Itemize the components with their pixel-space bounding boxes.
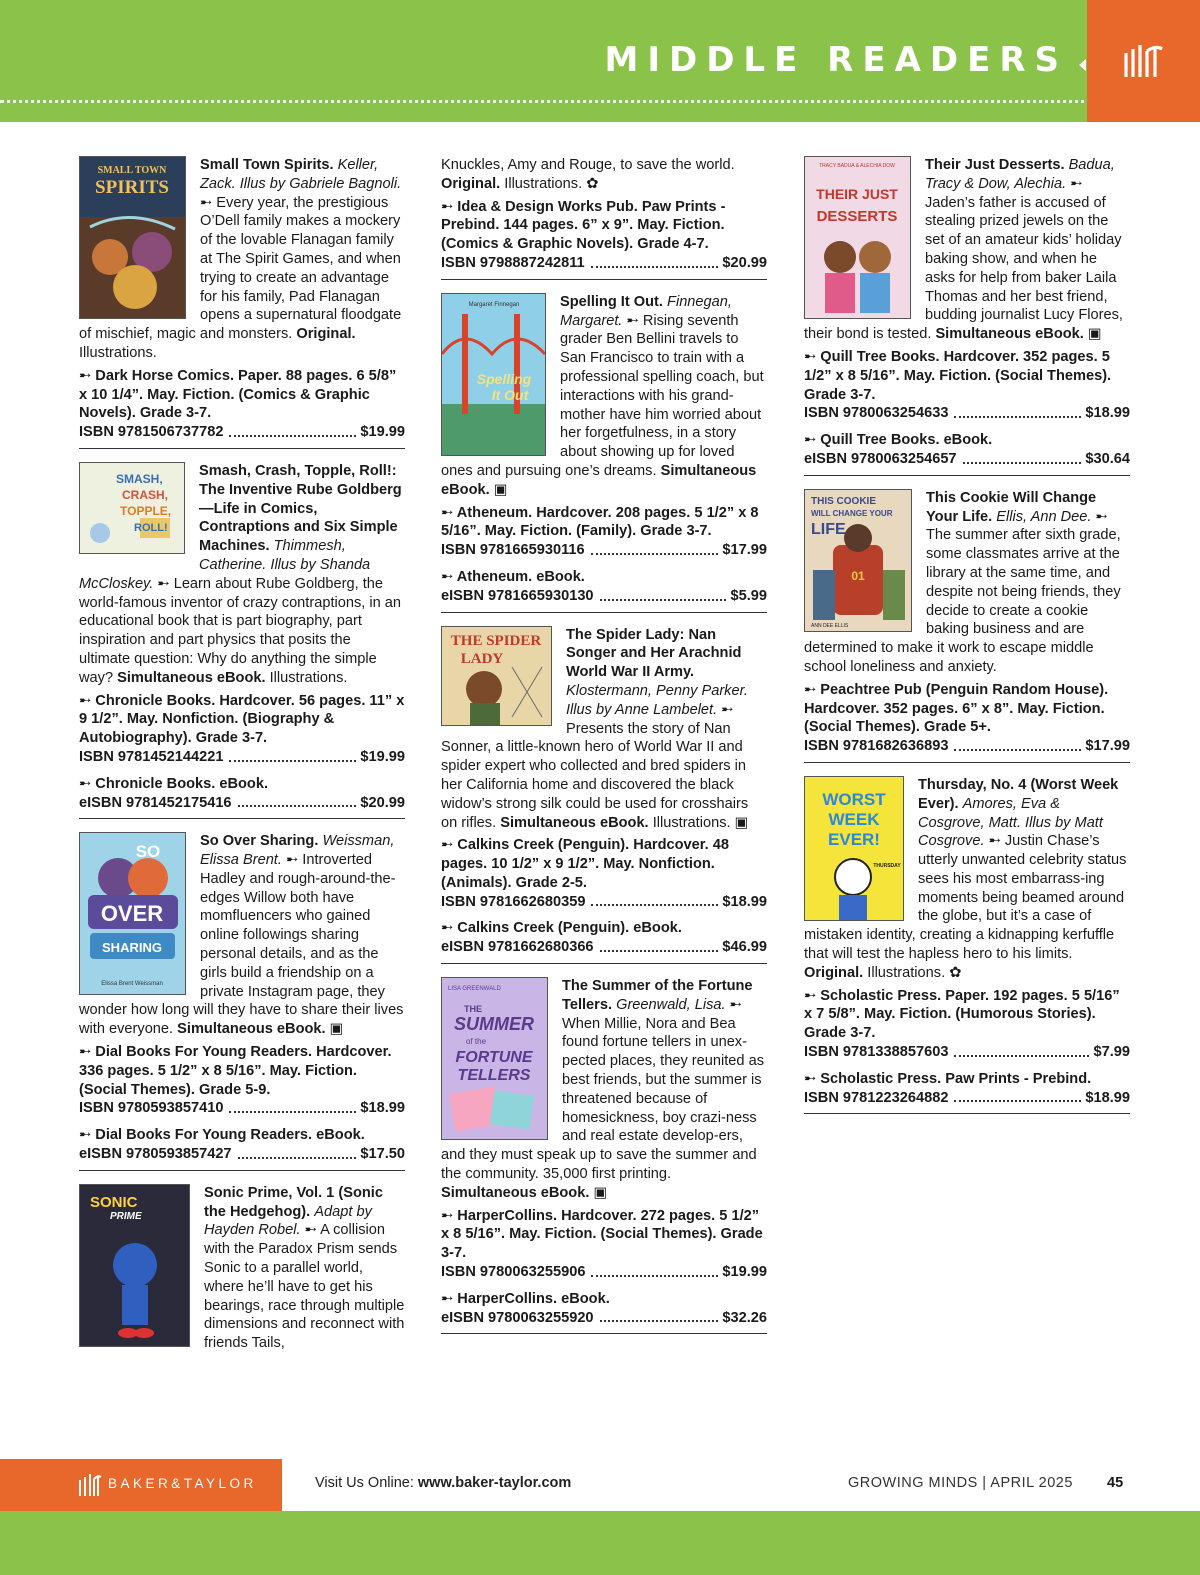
cover-text: THEIR JUST	[816, 186, 898, 202]
book-tag: Simultaneous eBook.	[117, 669, 266, 686]
book-entry-this-cookie	[804, 489, 1130, 763]
price: $7.99	[1093, 1044, 1130, 1061]
book-cover-so-over-sharing[interactable]	[79, 832, 186, 995]
price: $30.64	[1085, 450, 1130, 467]
book-description: Every year, the prestigious O’Dell family makes a mockery of the lovable Flanagan family at The Spirit Games, and when trying to create an advantage for his family, Pad Flanagan opens a supernatural floodgate of mischief, magic and monsters.	[79, 194, 402, 343]
isbn-row	[79, 748, 405, 767]
book-cover-spelling-it-out[interactable]	[441, 293, 546, 456]
cover-text: SO	[135, 842, 161, 862]
isbn: ISBN 9781338857603	[804, 1044, 949, 1061]
isbn-row	[79, 794, 405, 813]
leader-dots	[600, 587, 727, 601]
isbn: eISBN 9781662680366	[441, 939, 594, 956]
book-entry-sonic-prime-continued	[441, 156, 767, 280]
format-details: HarperCollins. eBook.	[457, 1290, 610, 1307]
book-description: Rising seventh grader Ben Bellini travels to San Francisco to train with a professional spelling coach, but interactions with his grand-mother have him worried about her forgetfulness, in a story about showing up for loved ones and pursuing one’s dreams.	[441, 312, 764, 479]
arrow-icon: ➸	[804, 681, 817, 698]
format-details: Quill Tree Books. eBook.	[820, 432, 993, 449]
format-details: Idea & Design Works Pub. Paw Prints - Prebind. 144 pages. 6” x 9”. May. Fiction. (Comics & Graphic Novels). Grade 4-7.	[441, 198, 726, 253]
book-tag: Original.	[441, 175, 501, 192]
book-cover-sonic-prime[interactable]	[79, 1184, 190, 1347]
isbn: ISBN 9781682636893	[804, 738, 949, 755]
book-tag-after: Illustrations.	[79, 344, 157, 361]
cover-text: LADY	[460, 650, 504, 667]
cover-text: SPIRITS	[95, 177, 169, 198]
arrow-icon: ➸	[79, 775, 92, 792]
isbn: ISBN 9781506737782	[79, 424, 224, 441]
cover-text: Margaret Finnegan	[468, 301, 520, 308]
book-entry-smash-crash	[79, 462, 405, 819]
book-entry-summer-fortune-tellers	[441, 977, 767, 1334]
arrow-icon: ➸	[441, 920, 454, 937]
leader-dots	[591, 1263, 718, 1277]
book-author: Adapt by Hayden Robel.	[204, 1203, 372, 1239]
isbn: eISBN 9780063254657	[804, 450, 957, 467]
format-details: Chronicle Books. eBook.	[95, 775, 269, 792]
book-tag: Simultaneous eBook.	[441, 462, 757, 498]
cover-text: OVER	[100, 901, 164, 927]
book-cover-spider-lady[interactable]	[441, 626, 552, 726]
isbn: ISBN 9798887242811	[441, 254, 585, 271]
cover-text: DESSERTS	[816, 208, 898, 225]
book-tag: Simultaneous eBook.	[177, 1021, 326, 1038]
book-title: Thursday, No. 4 (Worst Week Ever).	[918, 776, 1119, 812]
cover-text: THE	[464, 1004, 482, 1015]
arrow-icon: ➸	[200, 194, 213, 211]
format-details: Dial Books For Young Readers. eBook.	[95, 1127, 365, 1144]
book-tag-after: Illustrations.	[504, 175, 583, 192]
arrow-icon: ➸	[804, 1070, 817, 1087]
cover-text: SUMMER	[454, 1014, 534, 1035]
footer-brand-text: BAKER&TAYLOR	[108, 1476, 257, 1491]
book-entry-spider-lady	[441, 626, 767, 965]
book-title: This Cookie Will Change Your Life.	[926, 489, 1097, 525]
book-title: Spelling It Out.	[560, 293, 663, 310]
leader-dots	[591, 254, 719, 268]
leader-dots	[229, 423, 356, 437]
format-details: Atheneum. Hardcover. 208 pages. 5 1/2” x 8 5/16”. May. Fiction. (Family). Grade 3-7.	[441, 504, 759, 540]
leader-dots	[229, 1099, 356, 1113]
leader-dots	[238, 794, 357, 808]
cover-text: Spelling	[476, 370, 532, 387]
book-author: Klostermann, Penny Parker. Illus by Anne Lambelet.	[566, 682, 748, 718]
isbn: ISBN 9781662680359	[441, 893, 586, 910]
book-title: Smash, Crash, Topple, Roll!: The Inventive Rube Goldberg—Life in Comics, Contraptions and Six Simple Machines.	[199, 462, 402, 555]
cover-text: TOPPLE,	[120, 503, 172, 518]
format-details: Scholastic Press. Paper. 192 pages. 5 5/16” x 7 5/8”. May. Fiction. (Humorous Stories). Grade 3-7.	[804, 987, 1120, 1042]
book-cover-summer-fortune-tellers[interactable]	[441, 977, 548, 1140]
price: $19.99	[360, 424, 405, 441]
book-description: The summer after sixth grade, some classmates arrive at the library at the same time, and despite not being friends, they decide to create a cookie baking business and are determined to make it work to escape middle school loneliness and anxiety.	[804, 527, 1121, 675]
cover-text: It Out	[491, 386, 529, 403]
price: $32.26	[722, 1309, 767, 1326]
book-description: Learn about Rube Goldberg, the world-famous inventor of crazy contraptions, in an educational book that is part biography, part inspiration and part physics that posits the ultimate question: Why do anything the simple way?	[79, 575, 402, 686]
price: $17.50	[360, 1146, 405, 1163]
book-cover-thursday-no-4[interactable]	[804, 776, 904, 921]
format-details: HarperCollins. Hardcover. 272 pages. 5 1/2” x 8 5/16”. May. Fiction. (Social Themes). Grade 3-7.	[441, 1207, 763, 1262]
price: $18.99	[1085, 405, 1130, 422]
book-tag: Simultaneous eBook.	[935, 326, 1084, 343]
isbn-row	[804, 737, 1130, 756]
cover-text: SMALL TOWN	[97, 165, 167, 176]
arrow-icon: ➸	[285, 852, 299, 869]
column-2	[441, 156, 767, 1347]
arrow-icon: ➸	[721, 701, 734, 718]
isbn: eISBN 9781452175416	[79, 794, 232, 811]
isbn-row	[441, 1309, 767, 1328]
isbn-row	[804, 450, 1130, 469]
book-description: Jaden’s father is accused of stealing prized jewels on the set of an amateur kids’ holiday baking show, and when he asks for help from baker Laila Thomas and her best friend, budding journalist Lucy Flores, their bond is tested.	[804, 194, 1123, 343]
footer-url-link[interactable]: www.baker-taylor.com	[417, 1475, 572, 1491]
price: $19.99	[360, 748, 405, 765]
format-details: Atheneum. eBook.	[456, 568, 585, 585]
isbn: ISBN 9780063255906	[441, 1264, 586, 1281]
price: $46.99	[722, 939, 767, 956]
cover-text: of the	[466, 1037, 487, 1047]
leader-dots	[954, 1043, 1089, 1057]
cover-text: SHARING	[102, 940, 162, 956]
footer-visit	[315, 1475, 571, 1491]
cover-text: SONIC	[90, 1193, 138, 1211]
section-title: MIDDLE READERS	[604, 40, 1068, 80]
isbn-row	[79, 1145, 405, 1164]
header-band	[0, 0, 1200, 122]
arrow-icon: ➸	[626, 312, 639, 329]
arrow-icon: ➸	[79, 1127, 92, 1144]
book-title: Small Town Spirits.	[200, 157, 334, 173]
baker-taylor-footer-logo-icon	[78, 1472, 102, 1498]
leader-dots	[591, 893, 718, 907]
paw-print-icon: ✿	[949, 964, 962, 981]
cover-text: LISA GREENWALD	[448, 986, 501, 993]
arrow-icon: ➸	[441, 1207, 454, 1224]
leader-dots	[954, 737, 1081, 751]
book-title: So Over Sharing.	[200, 833, 319, 850]
book-entry-their-just-desserts	[804, 156, 1130, 476]
leader-dots	[229, 748, 356, 762]
isbn-row	[441, 938, 767, 957]
arrow-icon: ➸	[804, 432, 817, 449]
format-details: Scholastic Press. Paw Prints - Prebind.	[820, 1070, 1092, 1087]
isbn: ISBN 9781223264882	[804, 1089, 949, 1106]
cover-text: ROLL!	[134, 521, 168, 534]
page-number: 45	[1107, 1475, 1124, 1491]
price: $20.99	[722, 254, 767, 271]
book-title: Sonic Prime, Vol. 1 (Sonic the Hedgehog).	[204, 1184, 383, 1220]
book-author: Keller, Zack. Illus by Gabriele Bagnoli.	[200, 157, 402, 192]
book-description: Introverted Hadley and rough-around-the-edges Willow both have momfluencers who gained online followings sharing personal details, and as the girls build a friendship on a private Instagram page, they wonder how long will they have to share their lives with everyone.	[79, 852, 404, 1038]
arrow-icon: ➸	[1070, 175, 1083, 192]
book-tag-after: Illustrations.	[867, 964, 946, 981]
book-description: Justin Chase’s utterly unwanted celebrity status sees his most embarrass-ing moments being beamed around the globe, but it’s a case of mistaken identity, creating a kidnapping kerfuffle that will test the hapless hero to his limits.	[804, 833, 1127, 963]
arrow-icon: ➸	[79, 367, 92, 384]
book-author: Greenwald, Lisa.	[616, 996, 726, 1013]
cover-text: TELLERS	[457, 1067, 531, 1085]
leader-dots	[591, 541, 719, 555]
book-title: The Summer of the Fortune Tellers.	[562, 978, 753, 1013]
header-dotted-rule	[0, 100, 1200, 103]
leader-dots	[963, 450, 1082, 464]
book-description-continued: Knuckles, Amy and Rouge, to save the world.	[441, 157, 735, 173]
book-entry-thursday-no-4	[804, 776, 1130, 1115]
book-author: Thimmesh, Catherine. Illus by Shanda McCloskey.	[79, 538, 371, 592]
cover-text: ANN DEE ELLIS	[811, 622, 849, 629]
cover-text: 01	[851, 568, 865, 583]
book-title: The Spider Lady: Nan Songer and Her Arachnid World War II Army.	[566, 626, 742, 681]
format-details: Calkins Creek (Penguin). Hardcover. 48 pages. 10 1/2” x 9 1/2”. May. Nonfiction. (Animals). Grade 2-5.	[441, 837, 730, 891]
ebook-icon: ▣	[734, 814, 749, 831]
book-cover-their-just-desserts[interactable]	[804, 156, 911, 319]
format-details: Calkins Creek (Penguin). eBook.	[457, 920, 682, 937]
cover-text: WORST	[822, 789, 886, 809]
price: $20.99	[360, 794, 405, 811]
baker-taylor-logo-icon	[1087, 0, 1200, 122]
arrow-icon: ➸	[804, 348, 817, 365]
isbn: ISBN 9781665930116	[441, 542, 585, 559]
arrow-icon: ➸	[988, 833, 1001, 850]
book-cover-small-town-spirits[interactable]	[79, 156, 186, 319]
book-tag: Original.	[804, 964, 864, 981]
header-pointer-icon	[1079, 59, 1086, 71]
footer-issue: GROWING MINDS | APRIL 2025	[848, 1475, 1073, 1491]
isbn: ISBN 9780593857410	[79, 1100, 224, 1117]
ebook-icon: ▣	[593, 1184, 608, 1201]
isbn-row	[804, 1043, 1130, 1062]
price: $17.99	[722, 542, 767, 559]
footer	[0, 1459, 1200, 1511]
arrow-icon: ➸	[441, 504, 454, 521]
isbn: ISBN 9780063254633	[804, 405, 949, 422]
cover-text: LIFE	[811, 520, 846, 538]
book-cover-this-cookie[interactable]	[804, 489, 912, 632]
book-title: Their Just Desserts.	[925, 157, 1065, 173]
isbn: ISBN 9781452144221	[79, 748, 224, 765]
book-author: Ellis, Ann Dee.	[996, 508, 1092, 525]
book-tag: Simultaneous eBook.	[500, 814, 649, 831]
cover-text: THIS COOKIE	[811, 495, 877, 507]
price: $17.99	[1085, 738, 1130, 755]
book-author: Badua, Tracy & Dow, Alechia.	[925, 157, 1115, 192]
book-description: When Millie, Nora and Bea found fortune tellers in unex-pected places, they reunited as best friends, but the summer is threatened because of homesickness, boy crazi-ness and real estate develop-ers, and they must speak up to save the summer and the community. 35,000 first printing.	[441, 1015, 765, 1183]
isbn-row	[79, 1099, 405, 1118]
book-tag-after: Illustrations.	[269, 669, 348, 686]
book-author: Finnegan, Margaret.	[560, 293, 732, 329]
cover-text: THURSDAY	[873, 862, 901, 869]
book-tag: Original.	[296, 326, 356, 343]
ebook-icon: ▣	[329, 1021, 344, 1038]
leader-dots	[954, 404, 1081, 418]
arrow-icon: ➸	[804, 987, 817, 1004]
book-description: A collision with the Paradox Prism sends Sonic to a parallel world, where he’ll have to get his bearings, race through multiple dimensions and reconnect with friends Tails,	[204, 1222, 405, 1352]
isbn-row	[441, 1263, 767, 1282]
isbn-row	[79, 423, 405, 442]
isbn: eISBN 9780593857427	[79, 1146, 232, 1163]
price: $5.99	[730, 587, 767, 604]
format-details: Chronicle Books. Hardcover. 56 pages. 11” x 9 1/2”. May. Nonfiction. (Biography & Autobiography). Grade 3-7.	[79, 692, 405, 747]
book-entry-spelling-it-out	[441, 293, 767, 613]
book-description: Presents the story of Nan Sonner, a little-known hero of World War II and spider expert who collected and bred spiders in her California home and discovered the black widow’s strong silk could be used for crosshairs on rifles.	[441, 720, 749, 831]
isbn-row	[441, 893, 767, 912]
cover-text: FORTUNE	[455, 1049, 533, 1067]
arrow-icon: ➸	[729, 996, 742, 1013]
cover-text: CRASH,	[122, 487, 169, 502]
arrow-icon: ➸	[79, 1044, 92, 1061]
arrow-icon: ➸	[79, 692, 92, 709]
book-entry-sonic-prime	[79, 1184, 405, 1353]
price: $19.99	[722, 1264, 767, 1281]
column-1	[79, 156, 405, 1353]
isbn-row	[804, 404, 1130, 423]
cover-text: EVER!	[828, 829, 880, 849]
isbn-row	[441, 254, 767, 273]
format-details: Quill Tree Books. Hardcover. 352 pages. 5 1/2” x 8 5/16”. May. Fiction. (Social Themes). Grade 3-7.	[804, 348, 1112, 403]
book-tag: Simultaneous eBook.	[441, 1184, 590, 1201]
book-entry-small-town-spirits	[79, 156, 405, 449]
book-author: Weissman, Elissa Brent.	[200, 833, 395, 869]
format-details: Peachtree Pub (Penguin Random House). Hardcover. 352 pages. 6” x 8”. May. Fiction. (Social Themes). Grade 5+.	[804, 681, 1109, 736]
isbn-row	[441, 587, 767, 606]
price: $18.99	[360, 1100, 405, 1117]
isbn: eISBN 9781665930130	[441, 587, 594, 604]
arrow-icon: ➸	[441, 568, 454, 585]
ebook-icon: ▣	[1087, 326, 1102, 343]
isbn-row	[441, 541, 767, 560]
leader-dots	[600, 938, 719, 952]
arrow-icon: ➸	[1095, 508, 1108, 525]
arrow-icon: ➸	[157, 575, 170, 592]
price: $18.99	[1085, 1089, 1130, 1106]
cover-text: THE SPIDER	[450, 632, 542, 649]
isbn-row	[804, 1089, 1130, 1108]
cover-text: WILL CHANGE YOUR	[811, 508, 893, 518]
book-author: Amores, Eva & Cosgrove, Matt. Illus by Matt Cosgrove.	[918, 795, 1103, 850]
price: $18.99	[722, 893, 767, 910]
ebook-icon: ▣	[493, 481, 508, 498]
book-entry-so-over-sharing	[79, 832, 405, 1171]
cover-text: SMASH,	[116, 471, 163, 486]
arrow-icon: ➸	[441, 837, 454, 854]
column-3	[804, 156, 1130, 1127]
format-details: Dark Horse Comics. Paper. 88 pages. 6 5/8” x 10 1/4”. May. Fiction. (Comics & Graphic Novels). Grade 3-7.	[79, 367, 397, 422]
arrow-icon: ➸	[441, 1290, 454, 1307]
paw-print-icon: ✿	[586, 175, 599, 192]
format-details: Dial Books For Young Readers. Hardcover. 336 pages. 5 1/2” x 8 5/16”. May. Fiction. (Social Themes). Grade 5-9.	[79, 1044, 392, 1098]
arrow-icon: ➸	[304, 1222, 317, 1239]
book-tag-after: Illustrations.	[652, 814, 731, 831]
cover-text: Elissa Brent Weissman	[101, 981, 163, 988]
footer-visit-label: Visit Us Online:	[315, 1475, 414, 1491]
isbn: eISBN 9780063255920	[441, 1309, 594, 1326]
leader-dots	[238, 1145, 357, 1159]
cover-text: PRIME	[110, 1210, 142, 1222]
arrow-icon: ➸	[441, 198, 454, 215]
leader-dots	[954, 1089, 1081, 1103]
cover-text: TRACY BADUA & ALECHIA DOW	[819, 163, 895, 169]
bottom-band	[0, 1511, 1200, 1575]
book-cover-smash-crash[interactable]	[79, 462, 185, 554]
cover-text: WEEK	[828, 809, 880, 829]
leader-dots	[600, 1309, 719, 1323]
footer-brand-block	[0, 1459, 282, 1511]
